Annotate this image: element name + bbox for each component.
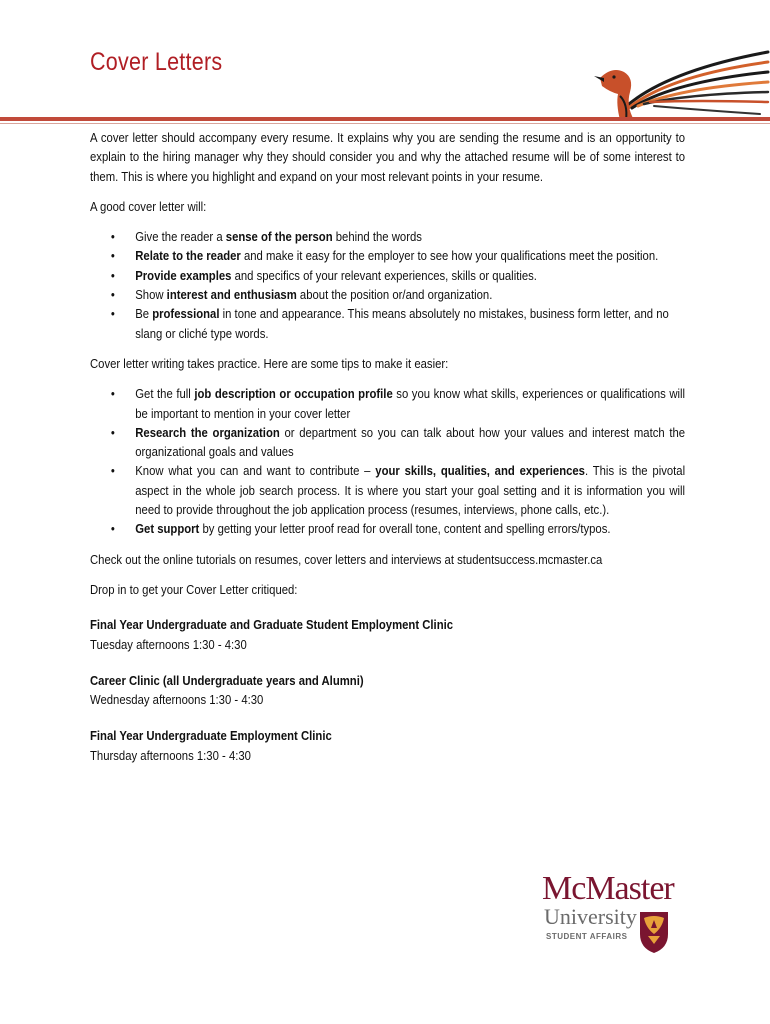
mcmaster-logo	[542, 872, 674, 956]
clinic-block	[90, 615, 685, 654]
page-title: Cover Letters	[90, 48, 223, 76]
clinic-name: Final Year Undergraduate Employment Clinic	[90, 728, 332, 744]
clinic-time: Tuesday afternoons 1:30 - 4:30	[90, 636, 247, 652]
clinic-name: Career Clinic (all Undergraduate years and Alumni)	[90, 672, 364, 688]
list-item: • Get support by getting your letter proof read for overall tone, content and spelling errors/typos.	[90, 519, 685, 538]
bullet-icon: •	[110, 229, 115, 245]
good-letter-heading: A good cover letter will:	[90, 198, 207, 214]
list-item: • Provide examples and specifics of your relevant experiences, skills or qualities.	[90, 266, 685, 285]
logo-student-affairs: STUDENT AFFAIRS	[546, 932, 628, 941]
crest-icon	[638, 910, 670, 954]
clinic-block	[90, 671, 685, 710]
list-item: • Know what you can and want to contribute – your skills, qualities, and experiences. This is the pivotal aspect in the whole job search process. It is where you start your goal setting and it is information you will need to provide throughout the job application process (resumes, interviews, phone calls, etc.).	[110, 463, 686, 518]
bullet-icon: •	[110, 287, 115, 303]
drop-in-paragraph: Drop in to get your Cover Letter critiqued:	[90, 581, 298, 597]
tips-heading: Cover letter writing takes practice. Here are some tips to make it easier:	[90, 355, 449, 371]
bullet-icon: •	[110, 521, 115, 537]
list-item: • Be professional in tone and appearance. This means absolutely no mistakes, business form letter, and no slang or cliché type words.	[110, 306, 669, 341]
tips-list	[90, 384, 685, 538]
clinic-name: Final Year Undergraduate and Graduate Student Employment Clinic	[90, 617, 454, 633]
document-body	[90, 128, 685, 782]
header-rule-thin	[0, 123, 770, 124]
bullet-icon: •	[110, 248, 115, 264]
list-item: • Show interest and enthusiasm about the position or/and organization.	[90, 285, 685, 304]
bullet-icon: •	[110, 463, 115, 479]
clinic-block	[90, 726, 685, 765]
clinic-time: Wednesday afternoons 1:30 - 4:30	[90, 692, 264, 708]
phoenix-logo-icon	[590, 32, 770, 124]
bullet-icon: •	[110, 386, 115, 402]
intro-paragraph: A cover letter should accompany every resume. It explains why you are sending the resume and is an opportunity to explain to the hiring manager why they should consider you and why the attached resume will be of some interest to them. This is where you highlight and expand on your most relevant points in your resume.	[90, 130, 686, 184]
list-item: • Relate to the reader and make it easy for the employer to see how your qualifications meet the position.	[90, 246, 685, 265]
logo-university: University	[544, 904, 637, 929]
bullet-icon: •	[110, 267, 115, 283]
bullet-icon: •	[110, 424, 115, 440]
header-rule	[0, 117, 770, 121]
good-letter-list	[90, 227, 685, 343]
bullet-icon: •	[110, 306, 115, 322]
clinic-time: Thursday afternoons 1:30 - 4:30	[90, 747, 251, 763]
list-item: • Give the reader a sense of the person behind the words	[90, 227, 685, 246]
list-item: • Research the organization or department so you can talk about how your values and interest match the organizational goals and values	[110, 424, 686, 460]
tutorials-paragraph: Check out the online tutorials on resumes, cover letters and interviews at studentsuccess.mcmaster.ca	[90, 551, 603, 567]
list-item: • Get the full job description or occupation profile so you know what skills, experiences or qualifications will be important to mention in your cover letter	[110, 386, 686, 421]
logo-wordmark: McMaster	[542, 870, 674, 907]
